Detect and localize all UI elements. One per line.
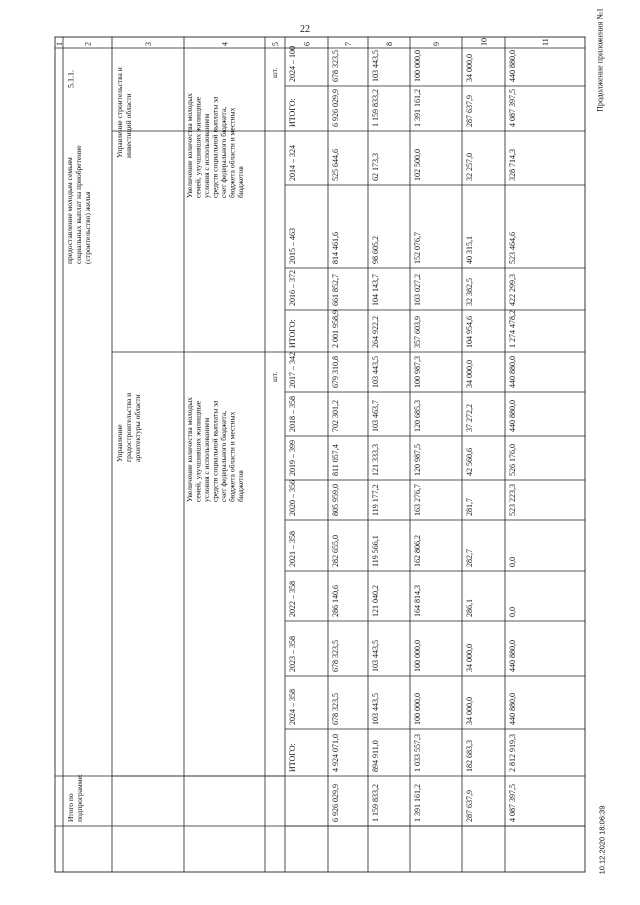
svg-text:социальных выплат на приобрете: социальных выплат на приобретение [74,145,83,264]
period-cell: 2021 – 358 [288,531,297,567]
value-cell: 286,1 [465,599,474,617]
period-cell: ИТОГО: [288,98,297,127]
period-cell: 2024 – 358 [288,689,297,725]
period-cell: 2019 – 399 [288,440,297,476]
value-cell: 811 057,4 [331,444,340,476]
value-cell: 121 333,3 [371,444,380,476]
value-cell: 1 159 833,2 [371,89,380,127]
value-cell: 182 683,3 [465,740,474,772]
value-cell: 62 173,3 [371,153,380,181]
value-cell: 282,7 [465,549,474,567]
value-cell: 805 959,0 [331,484,340,516]
value-cell: 894 911,0 [371,740,380,772]
value-cell: 281,7 [465,498,474,516]
value-cell: 357 603,9 [413,316,422,348]
svg-text:счет федерального бюджета,: счет федерального бюджета, [219,410,228,502]
footer-value-cell: 287 637,9 [465,790,474,822]
period-cell: 2022 – 358 [288,581,297,617]
value-cell: 287 637,9 [465,95,474,127]
value-cell: 286 140,6 [331,585,340,617]
value-cell: 4 087 397,5 [508,89,517,127]
value-cell: 679 310,8 [331,356,340,388]
value-cell: 152 076,7 [413,232,422,264]
unit-label: шт. [270,371,279,382]
svg-text:условия с использованием: условия с использованием [202,417,211,502]
svg-text:Управление строительства и: Управление строительства и [115,67,124,158]
value-cell: 100 000,0 [413,50,422,82]
unit-label: шт. [270,67,279,78]
svg-text:Увеличение количества молодых: Увеличение количества молодых [185,93,194,198]
value-cell: 32 257,0 [465,153,474,181]
section-name [65,145,92,264]
value-cell: 2 001 958,9 [331,310,340,348]
period-cell: 2024 – 100 [288,46,297,82]
footer-value-cell: 4 087 397,5 [508,784,517,822]
value-cell: 523 464,6 [508,232,517,264]
value-cell: 121 040,2 [371,585,380,617]
column-number: 1 [55,42,64,46]
value-cell: 440 880,0 [508,356,517,388]
period-cell: 2023 – 358 [288,636,297,672]
column-number: 2 [83,42,93,46]
svg-text:средств социальной выплаты за: средств социальной выплаты за [210,96,220,198]
value-cell: 440 880,0 [508,693,517,725]
footer-value-cell: 1 391 161,2 [413,784,422,822]
footer-label [66,774,84,822]
period-cell: 2015 – 463 [288,228,297,264]
svg-text:предоставление молодым семьям: предоставление молодым семьям [65,157,74,264]
value-cell: 100 000,0 [413,640,422,672]
indicator-text [185,93,245,198]
value-cell: 103 443,5 [371,640,380,672]
svg-text:градостроительства и: градостроительства и [124,392,133,462]
period-cell: ИТОГО: [288,743,297,772]
value-cell: 526 176,0 [508,444,517,476]
column-number: 11 [541,38,550,46]
value-cell: 2 812 919,3 [508,734,517,772]
column-number: 8 [385,42,394,46]
value-cell: 104 954,6 [465,316,474,348]
value-cell: 103 027,2 [413,274,422,306]
column-number: 3 [144,42,153,46]
svg-text:Итого по: Итого по [66,793,75,822]
value-cell: 1 274 478,2 [508,310,517,348]
value-cell: 1 033 557,3 [413,734,422,772]
svg-text:семей, улучшивших жилищные: семей, улучшивших жилищные [193,400,203,502]
svg-text:средств социальной выплаты за: средств социальной выплаты за [210,400,220,502]
value-cell: 103 443,5 [371,356,380,388]
value-cell: 34 000,0 [465,697,474,725]
value-cell: 0,0 [508,607,517,617]
value-cell: 34 000,0 [465,644,474,672]
value-cell: 98 605,2 [371,236,380,264]
value-cell: 440 880,0 [508,640,517,672]
executor-name [115,393,142,462]
value-cell: 422 299,3 [508,274,517,306]
svg-text:архитектуры области: архитектуры области [133,394,142,462]
print-timestamp: 10.12.2020 18:06:39 [597,805,607,875]
value-cell: 120 685,3 [413,400,422,432]
value-cell: 814 461,6 [331,232,340,264]
svg-text:счет федерального бюджета,: счет федерального бюджета, [219,106,228,198]
value-cell: 100 987,3 [413,356,422,388]
section-number: 5.1.1. [66,70,76,88]
value-cell: 103 463,7 [371,400,380,432]
value-cell: 164 814,3 [413,585,422,617]
column-number: 4 [220,42,230,46]
value-cell: 282 655,0 [331,535,340,567]
footer-value-cell: 1 159 833,2 [371,784,380,822]
value-cell: 264 922,2 [371,316,380,348]
svg-text:бюджетов: бюджетов [236,166,245,198]
value-cell: 440 880,0 [508,400,517,432]
svg-text:семей, улучшивших жилищные: семей, улучшивших жилищные [193,96,203,198]
value-cell: 1 391 161,2 [413,89,422,127]
value-cell: 119 566,1 [371,535,380,567]
value-cell: 119 177,2 [371,484,380,516]
period-cell: 2018 – 358 [288,396,297,432]
column-number: 10 [479,38,489,46]
value-cell: 6 926 029,9 [331,89,340,127]
value-cell: 103 443,5 [371,50,380,82]
period-cell: 2016 – 372 [288,270,297,306]
page-number: 22 [300,24,310,35]
value-cell: 678 323,5 [331,640,340,672]
svg-text:условия с использованием: условия с использованием [202,113,211,198]
column-number: 9 [432,42,441,46]
period-cell: 2014 – 324 [288,145,297,181]
value-cell: 678 323,5 [331,50,340,82]
value-cell: 523 223,3 [508,484,517,516]
period-cell: ИТОГО: [288,319,297,348]
svg-text:бюджета области и местных: бюджета области и местных [227,107,237,198]
value-cell: 103 443,5 [371,693,380,725]
value-cell: 37 272,2 [465,404,474,432]
footer-value-cell: 6 926 029,9 [331,784,340,822]
svg-text:подпрограмме:: подпрограмме: [75,774,84,822]
value-cell: 440 880,0 [508,50,517,82]
period-cell: 2017 – 342 [288,352,297,388]
value-cell: 100 000,0 [413,693,422,725]
appendix-title: Продолжение приложения №1 [595,8,605,112]
value-cell: 32 382,5 [465,278,474,306]
value-cell: 0,0 [508,557,517,567]
value-cell: 678 323,5 [331,693,340,725]
value-cell: 34 000,0 [465,360,474,388]
value-cell: 4 924 071,0 [331,734,340,772]
executor-name [115,67,133,158]
column-number: 6 [302,42,312,46]
svg-text:инвестиций области: инвестиций области [124,93,133,158]
svg-text:Увеличение количества молодых: Увеличение количества молодых [185,397,194,502]
svg-text:бюджета области и местных: бюджета области и местных [227,411,237,502]
value-cell: 120 987,5 [413,444,422,476]
value-cell: 162 806,2 [413,535,422,567]
value-cell: 163 276,7 [413,484,422,516]
value-cell: 525 644,6 [331,149,340,181]
svg-text:Управление: Управление [115,424,124,462]
value-cell: 328 714,3 [508,149,517,181]
svg-text:(строительство) жилья: (строительство) жилья [83,191,92,264]
value-cell: 42 560,6 [465,448,474,476]
column-number: 7 [344,42,353,46]
value-cell: 40 315,1 [465,236,474,264]
column-number: 5 [271,42,280,46]
period-cell: 2020 – 356 [288,480,297,516]
value-cell: 702 301,2 [331,400,340,432]
value-cell: 104 143,7 [371,274,380,306]
svg-text:бюджетов: бюджетов [236,470,245,502]
indicator-text [185,397,245,502]
value-cell: 34 000,0 [465,54,474,82]
value-cell: 102 500,0 [413,149,422,181]
value-cell: 661 852,7 [331,274,340,306]
